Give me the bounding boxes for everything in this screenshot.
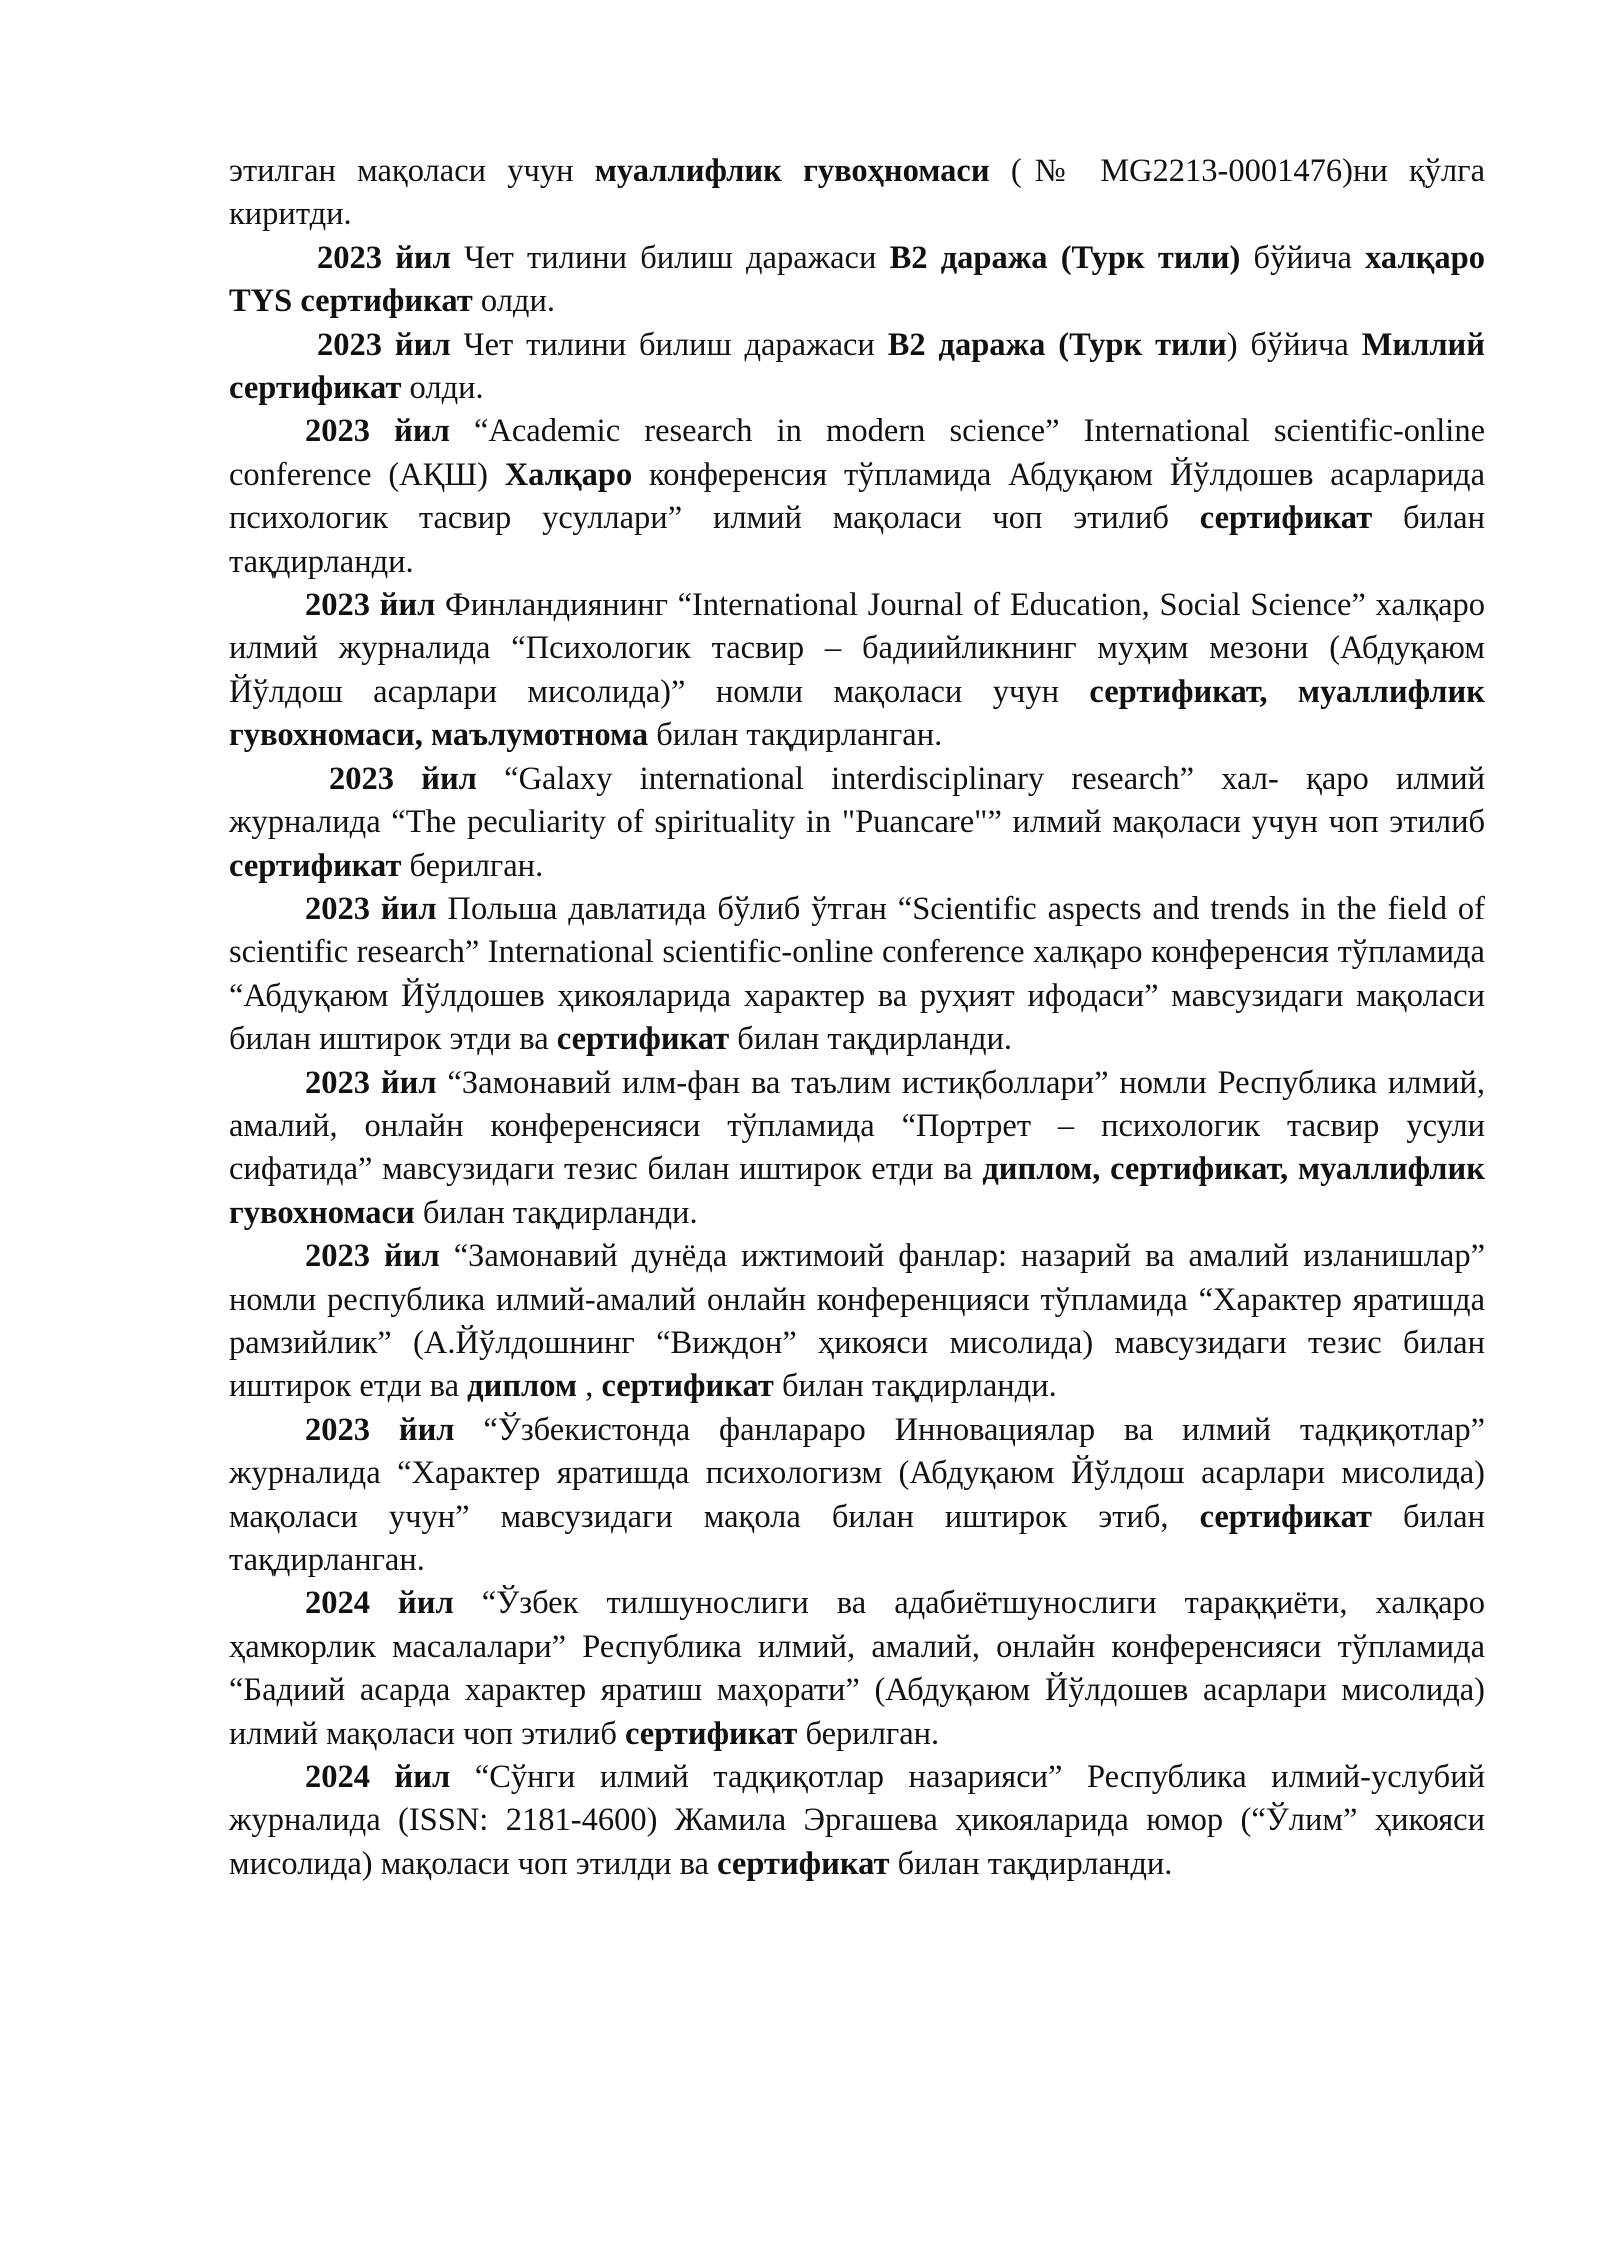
paragraph-modern-science-prospects [229,1062,1485,1236]
text-run: билан тақдирланди. [889,1845,1173,1882]
paragraph-finland-journal [229,584,1485,758]
bold-run: муаллифлик гувоҳномаси [594,153,990,189]
year-label: 2023 йил [305,413,450,450]
text-run: билан тақдирланган. [229,1498,1485,1578]
bold-run: В2 даража (Турк тили [887,326,1227,363]
text-run: берилган. [401,847,544,884]
bold-run: Халқаро [504,456,633,493]
text-run: “Замонавий дунёда ижтимоий фанлар: назарий ва амалий изланишлар” номли республика илмий-амалий онлайн конференцияси тўпламида “Характер яратишда рамзийлик” (А.Йўлдошнинг “Виждон” ҳикояси мисолида) мавсузидаги тезис билан иштирок етди ва [229,1238,1486,1405]
text-run: “Ўзбек тилшунослиги ва адабиётшунослиги тараққиёти, халқаро ҳамкорлик масалалари” Республика илмий, амалий, онлайн конференсияси тўпламида “Бадиий асарда характер яратиш маҳорати” (Абдуқаюм Йўлдошев асарлари мисолида) илмий мақоласи чоп этилиб [229,1585,1486,1752]
bold-run: диплом, сертификат, муаллифлик гувохномаси [229,1151,1485,1231]
bold-run: сертификат [624,1715,798,1752]
text-run: , [577,1368,602,1405]
bold-run: сертификат, муаллифлик гувохномаси, маълумотнома [229,673,1485,754]
year-label: 2023 йил [317,326,451,363]
year-label: 2024 йил [305,1759,451,1796]
text-run: берилган. [797,1715,940,1752]
year-label: 2023 йил [329,760,477,797]
text-run: “Galaxy international interdisciplinary research” хал- қаро илмий журналида “The peculiarity of spirituality in "Puancare"” илмий мақоласи учун чоп этилиб [229,760,1485,841]
text-run: билан тақдирланди. [414,1194,698,1231]
bold-run: В2 даража (Турк тили) [889,239,1241,276]
paragraph-poland-conference [229,888,1485,1062]
text-run: ) бўйича [1226,326,1362,363]
text-run: (№ MG2213-0001476)ни қўлга киритди. [229,153,1486,233]
year-label: 2023 йил [305,890,437,927]
text-run: Польша давлатида бўлиб ўтган “Scientific aspects and trends in the field of scientific research” International scientific-online conference халқаро конференсия тўпламида “Абдуқаюм Йўлдошев ҳикояларида характер ва руҳият ифодаси” мавсузидаги мақоласи билан иштирок этди ва [229,890,1485,1058]
paragraph-social-sciences-conference [229,1235,1485,1409]
paragraph-academic-research-conference [229,410,1485,584]
text-run: билан тақдирланди. [729,1021,1013,1058]
bold-run: сертификат [1199,500,1373,537]
paragraph-uzbekistan-innovations-journal [229,1409,1485,1583]
bold-run: сертификат [601,1368,774,1405]
bold-run: сертификат [1199,1498,1372,1535]
text-run: “Замонавий илм-фан ва таълим истиқболлари” номли Республика илмий, амалий, онлайн конференсияси тўпламида “Портрет – психологик тасвир усули сифатида” мавсузидаги тезис билан иштирок етди ва [229,1064,1486,1188]
bold-run: Миллий сертификат [229,326,1486,407]
text-run: “Сўнги илмий тадқиқотлар назарияси” Республика илмий-услубий журналида (ISSN: 2181-4600) Жамила Эргашева ҳикояларида юмор (“Ўлим” ҳикояси мисолида) мақоласи чоп этилди ва [229,1759,1485,1882]
bold-run: диплом [467,1368,578,1405]
year-label: 2023 йил [305,1411,455,1448]
year-label: 2023 йил [305,1238,440,1275]
paragraph-recent-research-theory-journal [229,1756,1485,1886]
paragraph-certificate-mg2213 [229,150,1485,237]
text-run: олди. [472,283,555,320]
text-run: билан тақдирланди. [229,500,1485,580]
bold-run: сертификат [229,847,402,884]
year-label: 2024 йил [305,1585,454,1622]
bold-run: сертификат [717,1845,890,1882]
text-run: олди. [401,370,484,407]
text-run: билан тақдирланган. [648,717,943,754]
text-run: Чет тилини билиш даражаси [450,239,890,276]
bold-run: сертификат [556,1021,730,1058]
text-run: конференсия тўпламида Абдуқаюм Йўлдошев асарларида психологик тасвир усуллари” илмий мақоласи чоп этилиб [229,456,1485,537]
paragraph-national-certificate [229,324,1485,411]
paragraph-galaxy-journal [229,758,1485,888]
text-run: Финландиянинг “International Journal of Education, Social Science” халқаро илмий журналида “Психологик тасвир – бадиийликнинг муҳим мезони (Абдуқаюм Йўлдош асарлари мисолида)” номли мақоласи учун [229,587,1485,710]
bold-run: халқаро TYS сертификат [229,239,1486,320]
paragraph-uzbek-linguistics-conference [229,1582,1485,1756]
paragraph-tys-certificate [229,237,1485,324]
year-label: 2023 йил [305,587,436,624]
text-run: билан тақдирланди. [773,1368,1057,1405]
document-page [229,150,1485,1886]
text-run: “Academic research in modern science” International scientific-online conference (АҚШ) [229,413,1486,493]
year-label: 2023 йил [317,239,451,276]
text-run: бўйича [1240,239,1366,276]
text-run: Чет тилини билиш даражаси [450,326,888,363]
year-label: 2023 йил [305,1064,437,1101]
text-run: “Ўзбекистонда фанлараро Инновациялар ва илмий тадқиқотлар” журналида “Характер яратишда психологизм (Абдуқаюм Йўлдош асарлари мисолида) мақоласи учун” мавсузидаги мақола билан иштирок этиб, [229,1411,1485,1535]
text-run: этилган мақоласи учун [229,153,595,189]
